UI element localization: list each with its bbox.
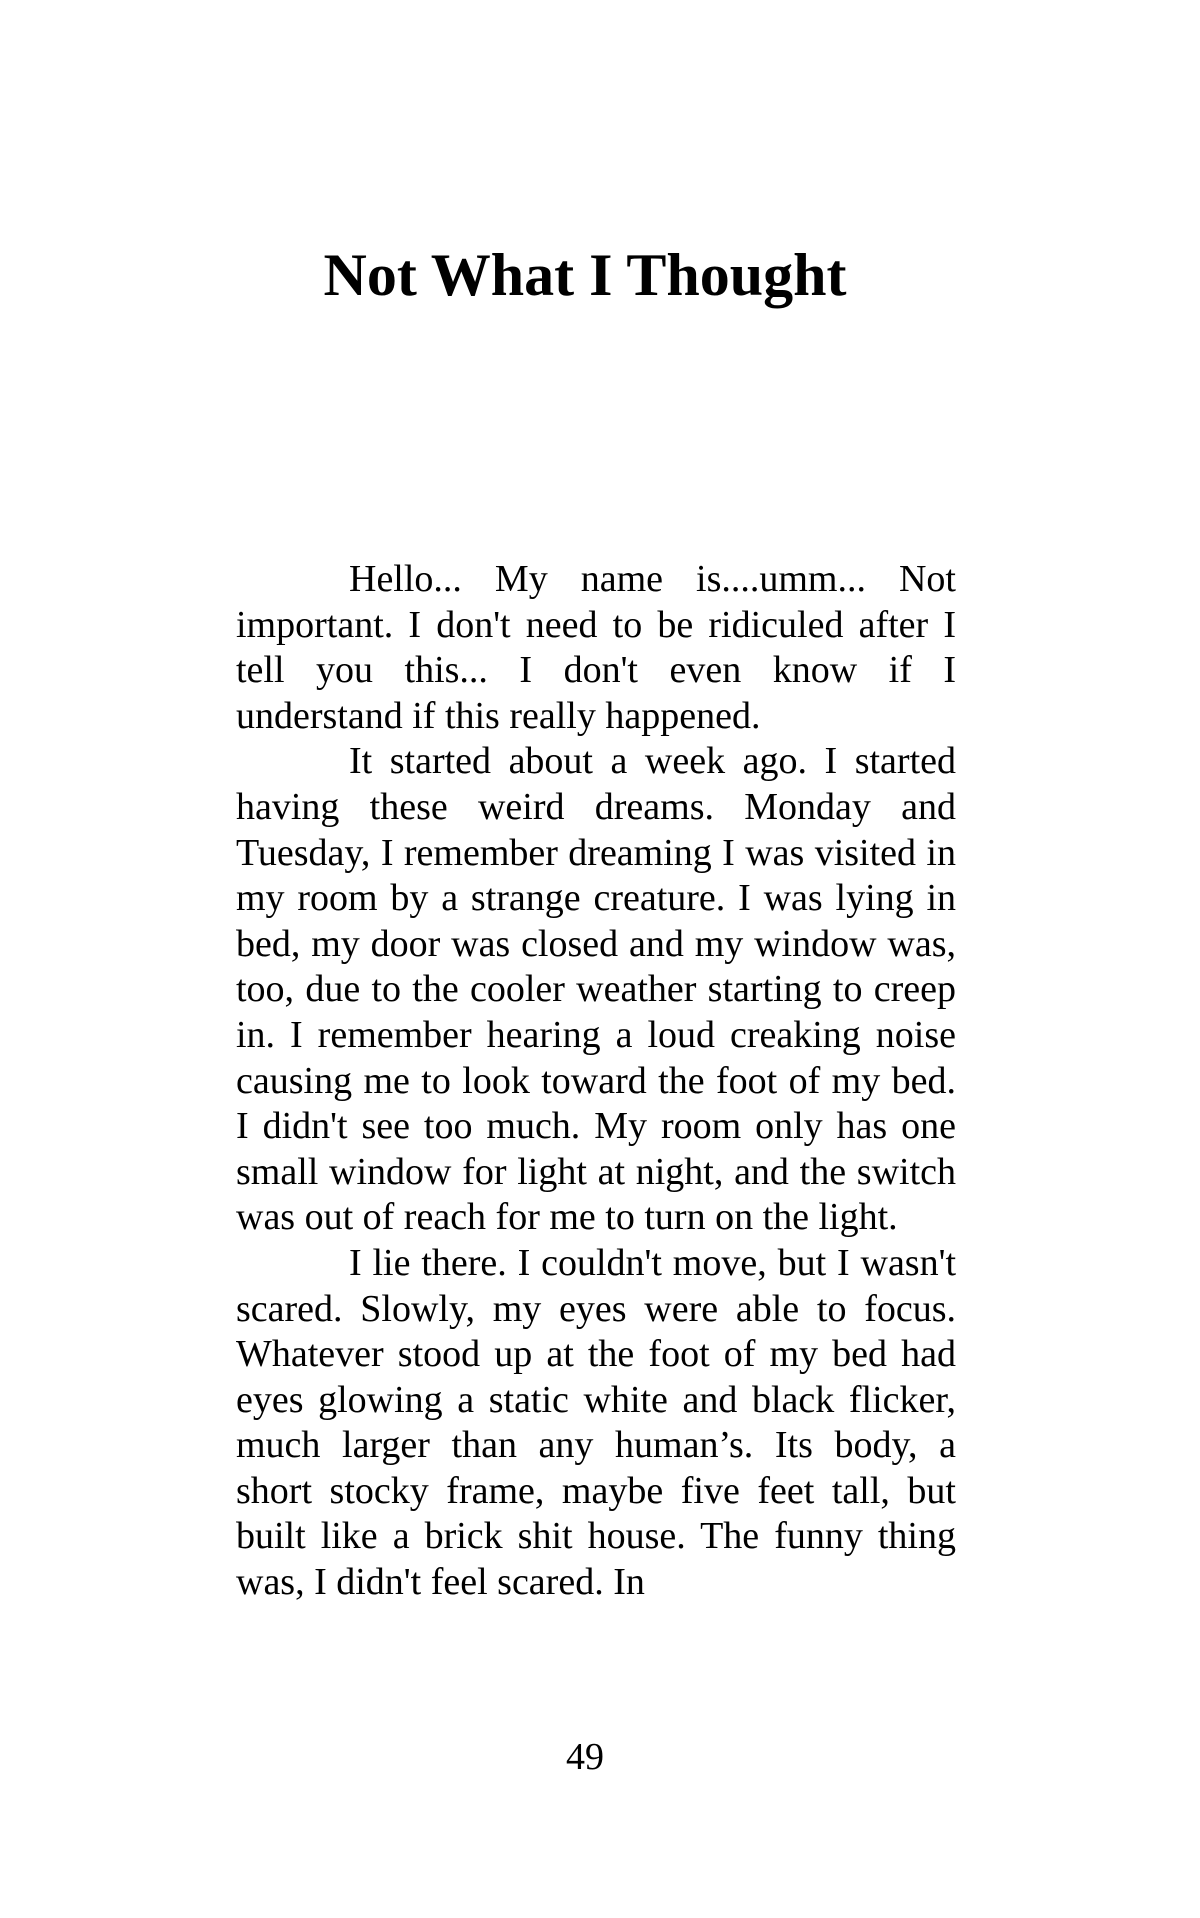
paragraph: Hello... My name is....umm... Not important. I don't need to be ridiculed after I tell you this... I don't even know if I understand if this really happened. (236, 558, 956, 737)
body-text (236, 557, 956, 1606)
paragraph: It started about a week ago. I started having these weird dreams. Monday and Tuesday, I remember dreaming I was visited in my room by a strange creature. I was lying in bed, my door was closed and my window was, too, due to the cooler weather starting to creep in. I remember hearing a loud creaking noise causing me to look toward the foot of my bed. I didn't see too much. My room only has one small window for light at night, and the switch was out of reach for me to turn on the light. (236, 740, 956, 1239)
paragraph: I lie there. I couldn't move, but I wasn't scared. Slowly, my eyes were able to focus. Whatever stood up at the foot of my bed had eyes glowing a static white and black flicker, much larger than any human’s. Its body, a short stocky frame, maybe five feet tall, but built like a brick shit house. The funny thing was, I didn't feel scared. In (236, 1241, 956, 1604)
chapter-title: Not What I Thought (323, 242, 847, 308)
page-number: 49 (566, 1736, 604, 1778)
